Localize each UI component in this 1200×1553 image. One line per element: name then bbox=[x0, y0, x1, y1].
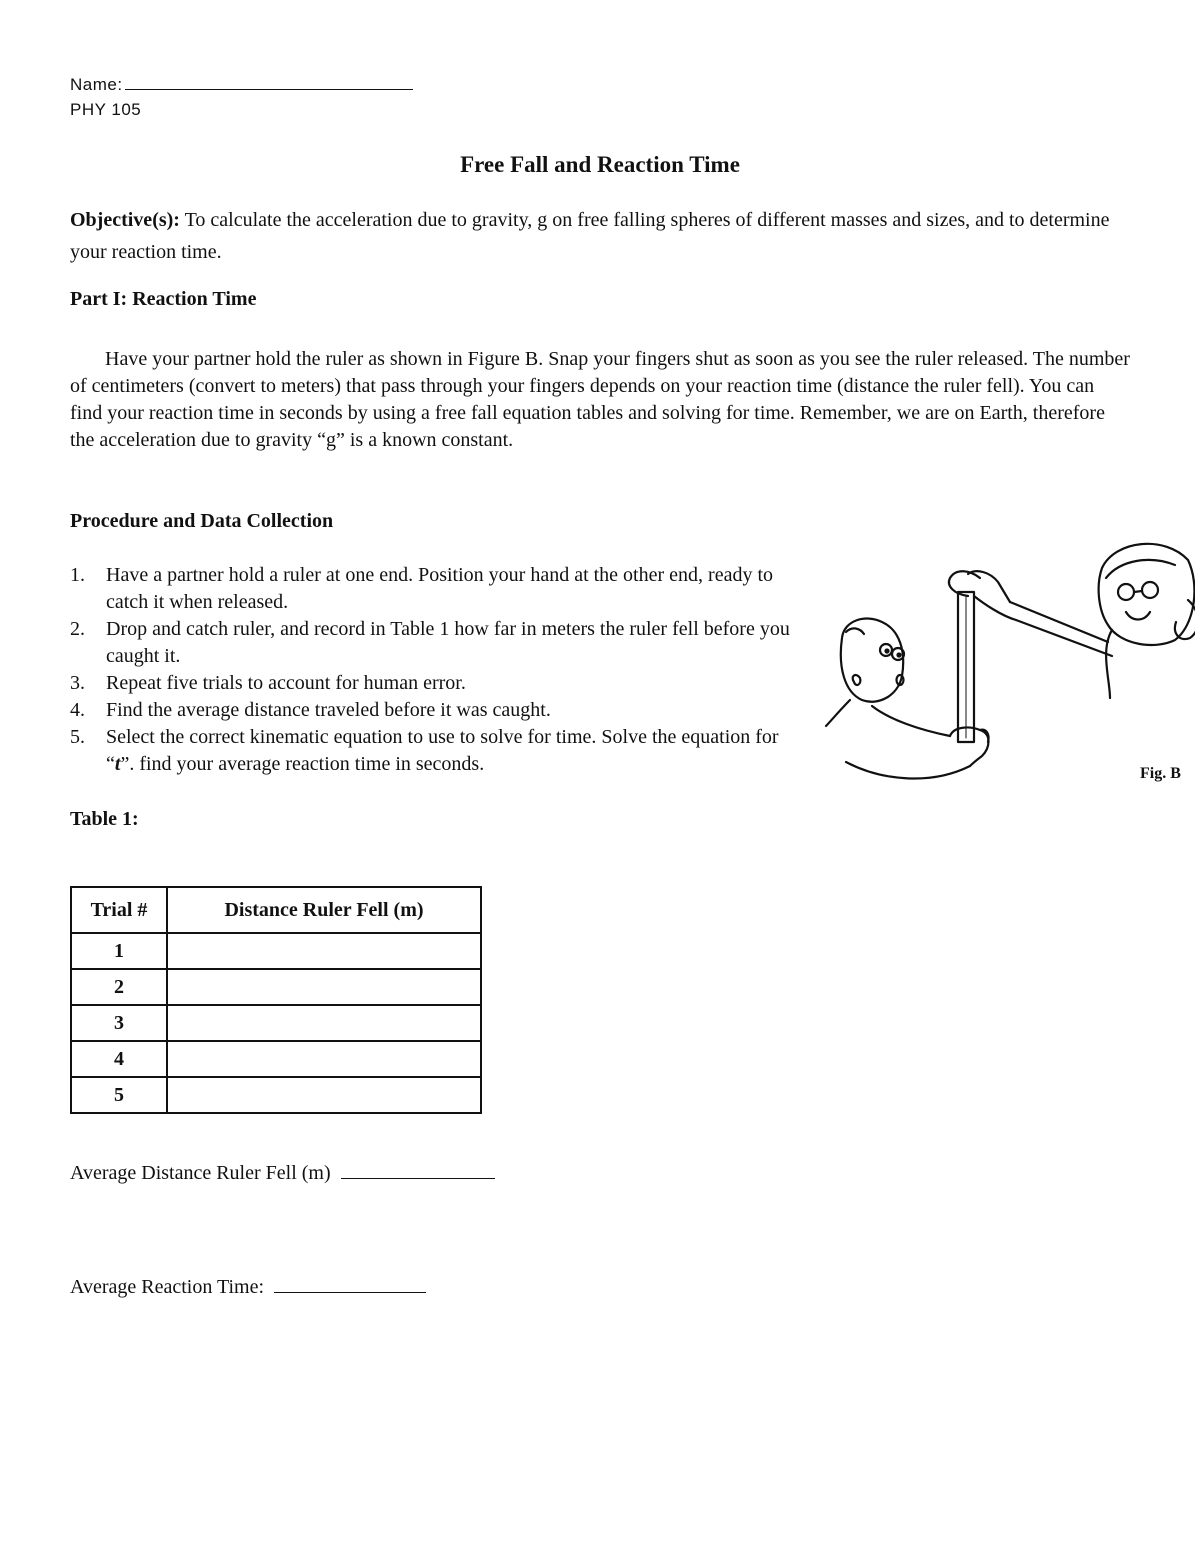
girl-figure bbox=[949, 544, 1195, 698]
name-field[interactable] bbox=[70, 74, 413, 95]
table-header-row bbox=[71, 887, 481, 933]
step-text: Repeat five trials to account for human error. bbox=[106, 672, 466, 694]
step-text: Drop and catch ruler, and record in Table 1 how far in meters the ruler fell before you caught it. bbox=[106, 618, 790, 667]
distance-cell[interactable] bbox=[167, 933, 481, 969]
name-label: Name: bbox=[70, 75, 123, 94]
trial-number: 5 bbox=[71, 1077, 167, 1113]
distance-cell[interactable] bbox=[167, 1005, 481, 1041]
table1-caption: Table 1: bbox=[70, 808, 139, 830]
avg-distance-blank[interactable] bbox=[341, 1162, 495, 1179]
boy-figure bbox=[826, 619, 989, 779]
table-row bbox=[71, 1041, 481, 1077]
distance-cell[interactable] bbox=[167, 969, 481, 1005]
step-number: 2. bbox=[70, 618, 85, 640]
figure-b-illustration bbox=[820, 530, 1195, 790]
name-blank[interactable] bbox=[125, 74, 413, 90]
procedure-steps bbox=[70, 562, 790, 778]
avg-distance-field bbox=[70, 1162, 495, 1185]
step-3 bbox=[70, 670, 790, 697]
avg-time-label: Average Reaction Time: bbox=[70, 1276, 265, 1298]
trial-number: 4 bbox=[71, 1041, 167, 1077]
table-1 bbox=[70, 886, 482, 1114]
trial-number: 1 bbox=[71, 933, 167, 969]
step-5 bbox=[70, 724, 790, 778]
procedure-heading: Procedure and Data Collection bbox=[70, 510, 334, 532]
distance-cell[interactable] bbox=[167, 1041, 481, 1077]
objective bbox=[70, 204, 1130, 268]
step-text-post: ”. find your average reaction time in seconds. bbox=[120, 753, 485, 775]
step-text: Find the average distance traveled before it was caught. bbox=[106, 699, 551, 721]
objective-label: Objective(s): bbox=[70, 209, 180, 231]
objective-text: To calculate the acceleration due to gravity, g on free falling spheres of different masses and sizes, and to determine your reaction time. bbox=[70, 209, 1110, 263]
table-row bbox=[71, 969, 481, 1005]
step-text-pre: Select the correct kinematic equation to use to solve for time. Solve the equation for “ bbox=[106, 726, 779, 775]
avg-time-field bbox=[70, 1276, 426, 1299]
step-2 bbox=[70, 616, 790, 670]
step-text: Have a partner hold a ruler at one end. Position your hand at the other end, ready to catch it when released. bbox=[106, 564, 774, 613]
step-4 bbox=[70, 697, 790, 724]
step-number: 5. bbox=[70, 726, 85, 748]
table-row bbox=[71, 1005, 481, 1041]
part1-paragraph: Have your partner hold the ruler as shown in Figure B. Snap your fingers shut as soon as you see the ruler released. The number of centimeters (convert to meters) that pass through your fingers depends on your reaction time (distance the ruler fell). You can find your reaction time in seconds by using a free fall equation tables and solving for time. Remember, we are on Earth, therefore the acceleration due to gravity “g” is a known constant. bbox=[70, 348, 1130, 451]
header-trial: Trial # bbox=[71, 887, 167, 933]
course-code: PHY 105 bbox=[70, 100, 142, 119]
step-number: 4. bbox=[70, 699, 85, 721]
trial-number: 2 bbox=[71, 969, 167, 1005]
table-row bbox=[71, 933, 481, 969]
avg-distance-label: Average Distance Ruler Fell (m) bbox=[70, 1162, 331, 1184]
step-number: 3. bbox=[70, 672, 85, 694]
time-variable: t bbox=[114, 753, 121, 775]
step-number: 1. bbox=[70, 564, 85, 586]
table-row bbox=[71, 1077, 481, 1113]
part1-heading: Part I: Reaction Time bbox=[70, 288, 257, 310]
page-title: Free Fall and Reaction Time bbox=[460, 152, 740, 177]
figure-label: Fig. B bbox=[1140, 765, 1181, 782]
distance-cell[interactable] bbox=[167, 1077, 481, 1113]
header-distance: Distance Ruler Fell (m) bbox=[167, 887, 481, 933]
step-1 bbox=[70, 562, 790, 616]
trial-number: 3 bbox=[71, 1005, 167, 1041]
avg-time-blank[interactable] bbox=[274, 1276, 426, 1293]
